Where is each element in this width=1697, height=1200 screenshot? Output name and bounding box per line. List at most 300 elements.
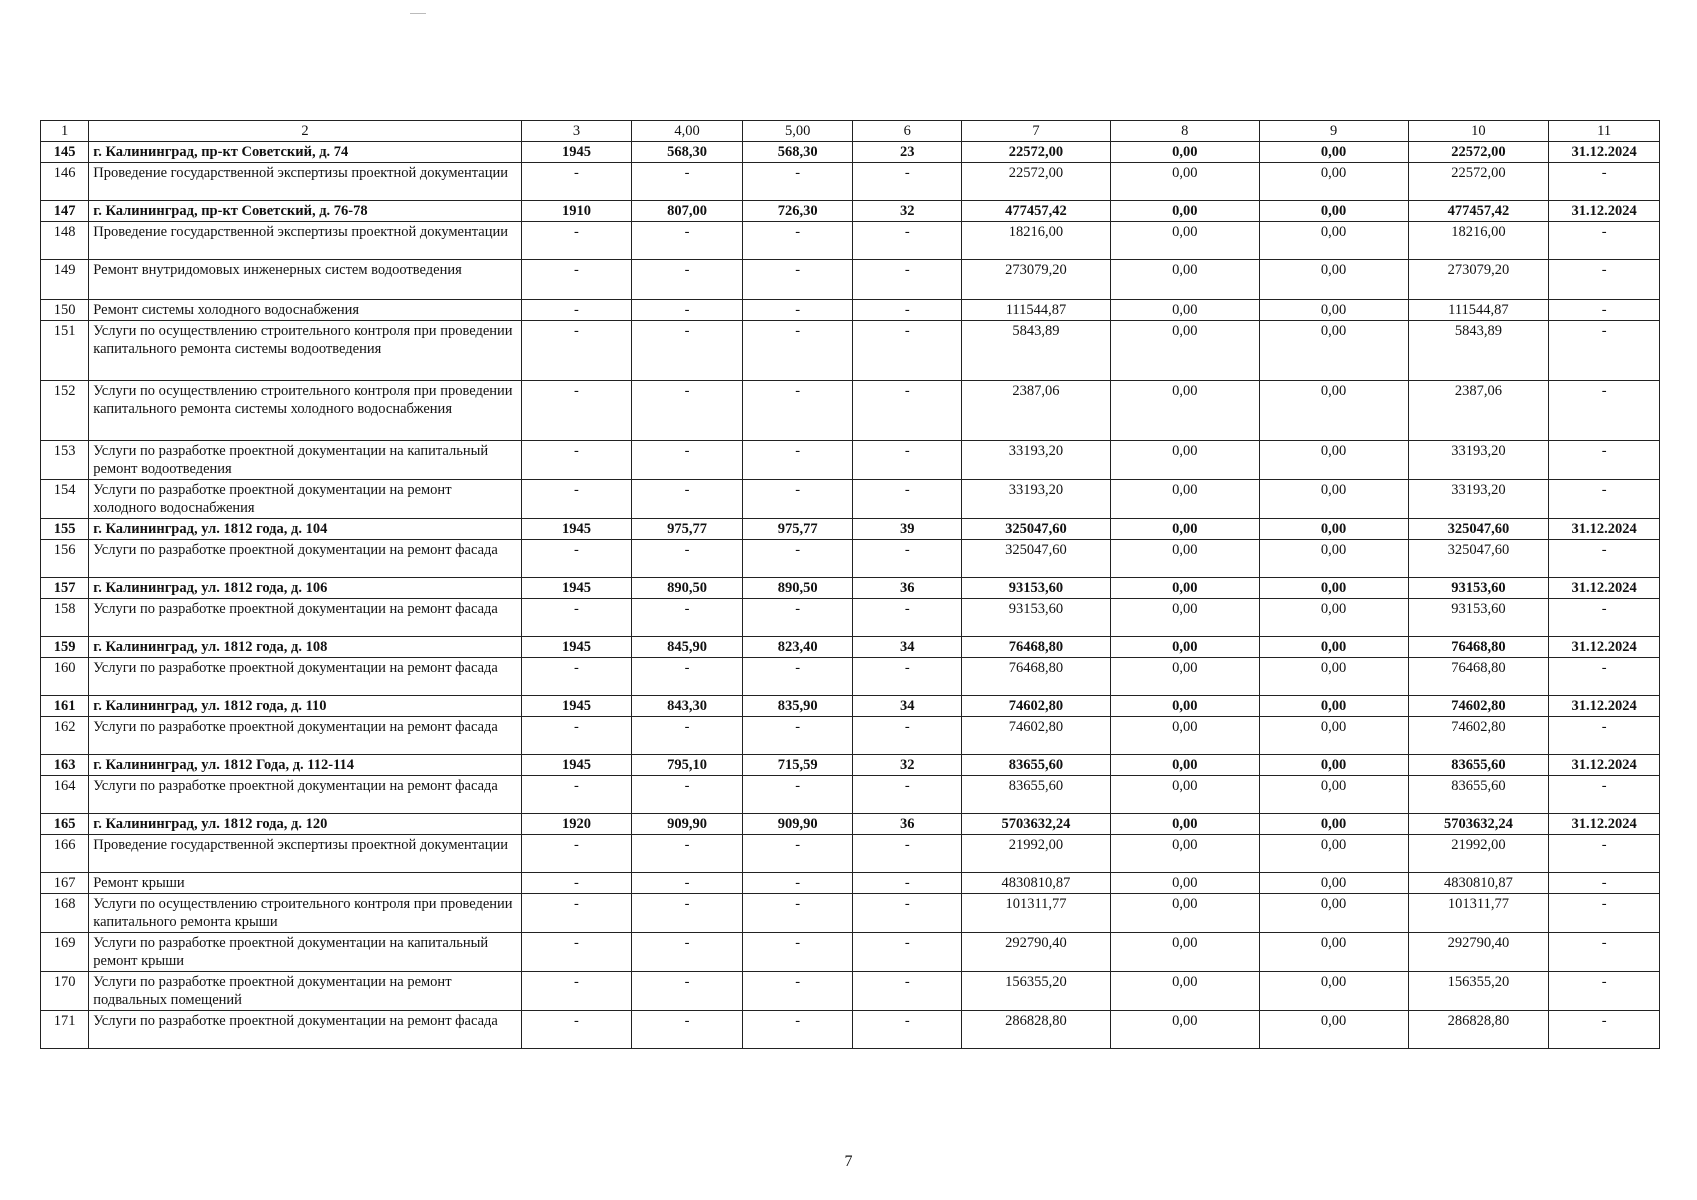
row-value: 325047,60 [1408, 519, 1549, 540]
row-value: - [1549, 480, 1660, 519]
row-description: Услуги по разработке проектной документации на ремонт фасада [89, 658, 521, 696]
row-value: 890,50 [742, 578, 853, 599]
row-value: 325047,60 [962, 519, 1111, 540]
row-description: Услуги по разработке проектной документации на ремонт фасада [89, 717, 521, 755]
row-value: 286828,80 [1408, 1011, 1549, 1049]
work-row [41, 1011, 1660, 1049]
row-value: 156355,20 [962, 972, 1111, 1011]
row-value: - [853, 381, 962, 441]
row-value: - [853, 776, 962, 814]
row-value: 1945 [521, 696, 632, 717]
row-value: - [1549, 776, 1660, 814]
row-value: - [632, 540, 743, 578]
row-value: - [632, 717, 743, 755]
row-value: - [742, 381, 853, 441]
row-value: - [632, 658, 743, 696]
row-value: 36 [853, 814, 962, 835]
header-cell: 7 [962, 121, 1111, 142]
header-cell: 5,00 [742, 121, 853, 142]
work-row [41, 321, 1660, 381]
row-value: - [521, 1011, 632, 1049]
row-value: 568,30 [632, 142, 743, 163]
row-value: - [742, 776, 853, 814]
row-value: 715,59 [742, 755, 853, 776]
row-value: - [742, 480, 853, 519]
row-value: - [742, 260, 853, 300]
row-value: 0,00 [1259, 142, 1408, 163]
row-value: 1945 [521, 142, 632, 163]
row-value: - [742, 163, 853, 201]
row-value: - [521, 300, 632, 321]
row-value: 0,00 [1110, 894, 1259, 933]
row-value: 2387,06 [962, 381, 1111, 441]
row-value: - [853, 321, 962, 381]
row-value: 31.12.2024 [1549, 814, 1660, 835]
row-value: 0,00 [1110, 222, 1259, 260]
row-value: 23 [853, 142, 962, 163]
row-value: 76468,80 [962, 637, 1111, 658]
row-value: 0,00 [1110, 972, 1259, 1011]
row-value: - [1549, 381, 1660, 441]
row-value: 101311,77 [1408, 894, 1549, 933]
row-value: - [742, 894, 853, 933]
row-value: 33193,20 [1408, 441, 1549, 480]
row-value: - [1549, 321, 1660, 381]
address-row [41, 814, 1660, 835]
row-value: - [632, 163, 743, 201]
work-row [41, 933, 1660, 972]
row-value: 0,00 [1110, 540, 1259, 578]
row-description: г. Калининград, ул. 1812 года, д. 110 [89, 696, 521, 717]
row-value: 0,00 [1259, 163, 1408, 201]
row-number: 147 [41, 201, 89, 222]
row-value: 0,00 [1259, 260, 1408, 300]
row-value: 1920 [521, 814, 632, 835]
row-value: 83655,60 [962, 776, 1111, 814]
row-value: 0,00 [1110, 480, 1259, 519]
row-value: 0,00 [1259, 599, 1408, 637]
row-value: 807,00 [632, 201, 743, 222]
row-value: 292790,40 [1408, 933, 1549, 972]
row-number: 148 [41, 222, 89, 260]
row-value: 0,00 [1259, 776, 1408, 814]
row-value: 31.12.2024 [1549, 142, 1660, 163]
row-value: 568,30 [742, 142, 853, 163]
row-value: - [521, 658, 632, 696]
row-description: Услуги по осуществлению строительного контроля при проведении капитального ремонта системы водоотведения [89, 321, 521, 381]
work-row [41, 540, 1660, 578]
row-value: 83655,60 [1408, 776, 1549, 814]
row-value: 93153,60 [962, 578, 1111, 599]
row-value: 22572,00 [962, 142, 1111, 163]
row-number: 171 [41, 1011, 89, 1049]
row-value: 34 [853, 696, 962, 717]
row-description: Услуги по разработке проектной документации на ремонт фасада [89, 776, 521, 814]
row-value: - [1549, 163, 1660, 201]
row-value: - [742, 599, 853, 637]
row-value: 93153,60 [962, 599, 1111, 637]
row-value: 0,00 [1110, 1011, 1259, 1049]
row-value: - [521, 381, 632, 441]
row-value: - [1549, 1011, 1660, 1049]
row-value: - [521, 873, 632, 894]
row-value: 0,00 [1259, 540, 1408, 578]
row-value: 83655,60 [962, 755, 1111, 776]
row-value: 36 [853, 578, 962, 599]
row-value: 975,77 [742, 519, 853, 540]
row-value: 273079,20 [962, 260, 1111, 300]
row-value: 0,00 [1110, 717, 1259, 755]
row-value: - [632, 1011, 743, 1049]
row-value: 0,00 [1110, 755, 1259, 776]
row-value: - [521, 321, 632, 381]
row-value: 0,00 [1110, 658, 1259, 696]
address-row [41, 201, 1660, 222]
row-value: 0,00 [1110, 776, 1259, 814]
header-row [41, 121, 1660, 142]
row-value: 76468,80 [962, 658, 1111, 696]
row-value: 0,00 [1110, 933, 1259, 972]
row-value: - [742, 321, 853, 381]
row-value: 31.12.2024 [1549, 578, 1660, 599]
header-cell: 9 [1259, 121, 1408, 142]
row-value: 835,90 [742, 696, 853, 717]
row-value: 18216,00 [1408, 222, 1549, 260]
row-value: - [853, 873, 962, 894]
address-row [41, 755, 1660, 776]
row-description: Услуги по осуществлению строительного контроля при проведении капитального ремонта системы холодного водоснабжения [89, 381, 521, 441]
row-value: 0,00 [1259, 717, 1408, 755]
row-value: 1910 [521, 201, 632, 222]
row-description: Услуги по разработке проектной документации на ремонт подвальных помещений [89, 972, 521, 1011]
row-value: - [1549, 933, 1660, 972]
row-value: - [521, 599, 632, 637]
row-description: г. Калининград, ул. 1812 Года, д. 112-114 [89, 755, 521, 776]
row-value: 74602,80 [962, 717, 1111, 755]
row-description: Услуги по осуществлению строительного контроля при проведении капитального ремонта крыши [89, 894, 521, 933]
row-value: 34 [853, 637, 962, 658]
row-description: Услуги по разработке проектной документации на ремонт холодного водоснабжения [89, 480, 521, 519]
row-value: 0,00 [1110, 163, 1259, 201]
row-value: 32 [853, 201, 962, 222]
address-row [41, 578, 1660, 599]
page-number: 7 [844, 1153, 853, 1170]
row-value: - [1549, 835, 1660, 873]
row-value: - [521, 222, 632, 260]
row-value: 22572,00 [962, 163, 1111, 201]
row-value: 0,00 [1110, 260, 1259, 300]
row-number: 157 [41, 578, 89, 599]
header-cell: 10 [1408, 121, 1549, 142]
row-value: - [742, 933, 853, 972]
row-value: - [632, 480, 743, 519]
row-value: - [1549, 260, 1660, 300]
work-row [41, 381, 1660, 441]
row-value: 0,00 [1259, 519, 1408, 540]
row-value: 5703632,24 [1408, 814, 1549, 835]
row-value: 477457,42 [962, 201, 1111, 222]
row-value: 909,90 [632, 814, 743, 835]
row-value: 0,00 [1259, 1011, 1408, 1049]
row-number: 145 [41, 142, 89, 163]
row-description: Услуги по разработке проектной документации на ремонт фасада [89, 540, 521, 578]
row-value: 31.12.2024 [1549, 696, 1660, 717]
row-value: 0,00 [1259, 381, 1408, 441]
row-value: - [632, 894, 743, 933]
row-description: Услуги по разработке проектной документации на ремонт фасада [89, 1011, 521, 1049]
row-value: 0,00 [1259, 835, 1408, 873]
row-value: - [632, 972, 743, 1011]
row-value: 0,00 [1110, 696, 1259, 717]
row-value: 4830810,87 [1408, 873, 1549, 894]
row-value: 0,00 [1110, 814, 1259, 835]
row-value: - [521, 776, 632, 814]
work-row [41, 835, 1660, 873]
row-value: 4830810,87 [962, 873, 1111, 894]
work-row [41, 776, 1660, 814]
row-value: - [742, 222, 853, 260]
row-value: - [1549, 222, 1660, 260]
work-row [41, 658, 1660, 696]
row-number: 163 [41, 755, 89, 776]
row-value: 5843,89 [1408, 321, 1549, 381]
row-value: - [632, 873, 743, 894]
row-value: - [521, 717, 632, 755]
row-value: - [742, 873, 853, 894]
row-value: 0,00 [1110, 578, 1259, 599]
row-number: 154 [41, 480, 89, 519]
row-number: 155 [41, 519, 89, 540]
row-value: 325047,60 [962, 540, 1111, 578]
row-description: Проведение государственной экспертизы проектной документации [89, 222, 521, 260]
row-value: 0,00 [1110, 441, 1259, 480]
row-value: 273079,20 [1408, 260, 1549, 300]
row-value: - [853, 260, 962, 300]
row-value: 975,77 [632, 519, 743, 540]
row-description: Услуги по разработке проектной документации на капитальный ремонт водоотведения [89, 441, 521, 480]
row-description: г. Калининград, пр-кт Советский, д. 74 [89, 142, 521, 163]
row-value: 18216,00 [962, 222, 1111, 260]
row-value: - [853, 540, 962, 578]
header-cell: 11 [1549, 121, 1660, 142]
row-value: 890,50 [632, 578, 743, 599]
row-value: 0,00 [1259, 637, 1408, 658]
row-value: 292790,40 [962, 933, 1111, 972]
row-number: 156 [41, 540, 89, 578]
row-number: 153 [41, 441, 89, 480]
address-row [41, 519, 1660, 540]
row-number: 146 [41, 163, 89, 201]
row-value: - [632, 381, 743, 441]
row-value: - [742, 540, 853, 578]
row-value: - [853, 163, 962, 201]
row-number: 162 [41, 717, 89, 755]
row-value: 1945 [521, 637, 632, 658]
row-value: - [853, 300, 962, 321]
row-value: 76468,80 [1408, 637, 1549, 658]
row-value: 74602,80 [1408, 717, 1549, 755]
row-value: - [1549, 717, 1660, 755]
row-value: - [521, 441, 632, 480]
row-number: 150 [41, 300, 89, 321]
work-row [41, 480, 1660, 519]
row-value: 39 [853, 519, 962, 540]
row-value: 909,90 [742, 814, 853, 835]
row-value: 0,00 [1110, 142, 1259, 163]
row-value: 0,00 [1259, 873, 1408, 894]
row-value: - [521, 163, 632, 201]
row-number: 165 [41, 814, 89, 835]
row-value: - [521, 933, 632, 972]
work-row [41, 222, 1660, 260]
row-value: 823,40 [742, 637, 853, 658]
row-value: - [632, 776, 743, 814]
row-value: 325047,60 [1408, 540, 1549, 578]
row-value: - [853, 658, 962, 696]
row-value: 0,00 [1259, 201, 1408, 222]
row-value: 22572,00 [1408, 163, 1549, 201]
row-description: Услуги по разработке проектной документации на капитальный ремонт крыши [89, 933, 521, 972]
row-value: - [742, 717, 853, 755]
row-value: - [742, 835, 853, 873]
row-value: - [742, 441, 853, 480]
row-value: 0,00 [1110, 201, 1259, 222]
row-value: - [1549, 873, 1660, 894]
row-value: 111544,87 [962, 300, 1111, 321]
row-value: 0,00 [1259, 933, 1408, 972]
row-value: 1945 [521, 578, 632, 599]
row-value: - [521, 480, 632, 519]
row-value: 0,00 [1259, 755, 1408, 776]
row-value: 33193,20 [962, 480, 1111, 519]
scan-mark [410, 13, 426, 14]
row-value: 74602,80 [962, 696, 1111, 717]
row-value: 31.12.2024 [1549, 201, 1660, 222]
row-value: 726,30 [742, 201, 853, 222]
row-value: 0,00 [1110, 321, 1259, 381]
row-value: - [853, 222, 962, 260]
row-value: 31.12.2024 [1549, 637, 1660, 658]
row-value: - [853, 972, 962, 1011]
row-description: г. Калининград, ул. 1812 года, д. 106 [89, 578, 521, 599]
row-value: 33193,20 [1408, 480, 1549, 519]
header-cell: 8 [1110, 121, 1259, 142]
row-value: 21992,00 [962, 835, 1111, 873]
row-value: - [632, 260, 743, 300]
work-row [41, 972, 1660, 1011]
row-value: 0,00 [1259, 222, 1408, 260]
row-number: 158 [41, 599, 89, 637]
row-value: - [853, 480, 962, 519]
row-description: г. Калининград, ул. 1812 года, д. 104 [89, 519, 521, 540]
row-value: 21992,00 [1408, 835, 1549, 873]
row-value: - [632, 933, 743, 972]
row-value: 0,00 [1110, 381, 1259, 441]
row-value: - [632, 222, 743, 260]
row-value: 32 [853, 755, 962, 776]
row-value: 0,00 [1259, 480, 1408, 519]
row-value: 2387,06 [1408, 381, 1549, 441]
row-value: 1945 [521, 755, 632, 776]
work-row [41, 894, 1660, 933]
row-value: 22572,00 [1408, 142, 1549, 163]
row-value: - [853, 933, 962, 972]
row-value: 93153,60 [1408, 578, 1549, 599]
row-number: 160 [41, 658, 89, 696]
row-value: 0,00 [1110, 300, 1259, 321]
address-row [41, 696, 1660, 717]
row-value: - [632, 835, 743, 873]
row-number: 164 [41, 776, 89, 814]
row-value: 0,00 [1110, 599, 1259, 637]
row-description: г. Калининград, ул. 1812 года, д. 120 [89, 814, 521, 835]
address-row [41, 637, 1660, 658]
register-table [40, 120, 1660, 1049]
header-cell: 3 [521, 121, 632, 142]
row-value: 845,90 [632, 637, 743, 658]
row-value: 1945 [521, 519, 632, 540]
work-row [41, 717, 1660, 755]
row-value: - [521, 972, 632, 1011]
row-value: 286828,80 [962, 1011, 1111, 1049]
row-value: 0,00 [1110, 873, 1259, 894]
row-value: - [742, 658, 853, 696]
row-value: - [1549, 658, 1660, 696]
row-value: 5703632,24 [962, 814, 1111, 835]
row-number: 166 [41, 835, 89, 873]
row-number: 151 [41, 321, 89, 381]
row-value: 31.12.2024 [1549, 519, 1660, 540]
row-description: Ремонт крыши [89, 873, 521, 894]
work-row [41, 260, 1660, 300]
row-value: 0,00 [1259, 441, 1408, 480]
row-value: 0,00 [1110, 519, 1259, 540]
row-value: 83655,60 [1408, 755, 1549, 776]
row-value: - [742, 972, 853, 1011]
address-row [41, 142, 1660, 163]
row-number: 169 [41, 933, 89, 972]
row-value: - [521, 894, 632, 933]
row-description: г. Калининград, ул. 1812 года, д. 108 [89, 637, 521, 658]
row-value: - [742, 300, 853, 321]
row-description: Проведение государственной экспертизы проектной документации [89, 163, 521, 201]
row-value: - [1549, 972, 1660, 1011]
work-row [41, 599, 1660, 637]
row-value: - [853, 835, 962, 873]
row-number: 167 [41, 873, 89, 894]
work-row [41, 873, 1660, 894]
row-value: - [853, 599, 962, 637]
row-number: 152 [41, 381, 89, 441]
row-value: - [853, 894, 962, 933]
row-value: - [1549, 441, 1660, 480]
row-number: 149 [41, 260, 89, 300]
row-value: 0,00 [1259, 578, 1408, 599]
row-number: 168 [41, 894, 89, 933]
work-row [41, 300, 1660, 321]
row-description: Услуги по разработке проектной документации на ремонт фасада [89, 599, 521, 637]
row-value: 111544,87 [1408, 300, 1549, 321]
row-value: - [521, 835, 632, 873]
row-value: 0,00 [1259, 321, 1408, 381]
row-value: 74602,80 [1408, 696, 1549, 717]
row-value: - [632, 441, 743, 480]
row-value: - [632, 300, 743, 321]
row-value: 76468,80 [1408, 658, 1549, 696]
row-number: 170 [41, 972, 89, 1011]
row-value: - [742, 1011, 853, 1049]
row-value: - [1549, 894, 1660, 933]
